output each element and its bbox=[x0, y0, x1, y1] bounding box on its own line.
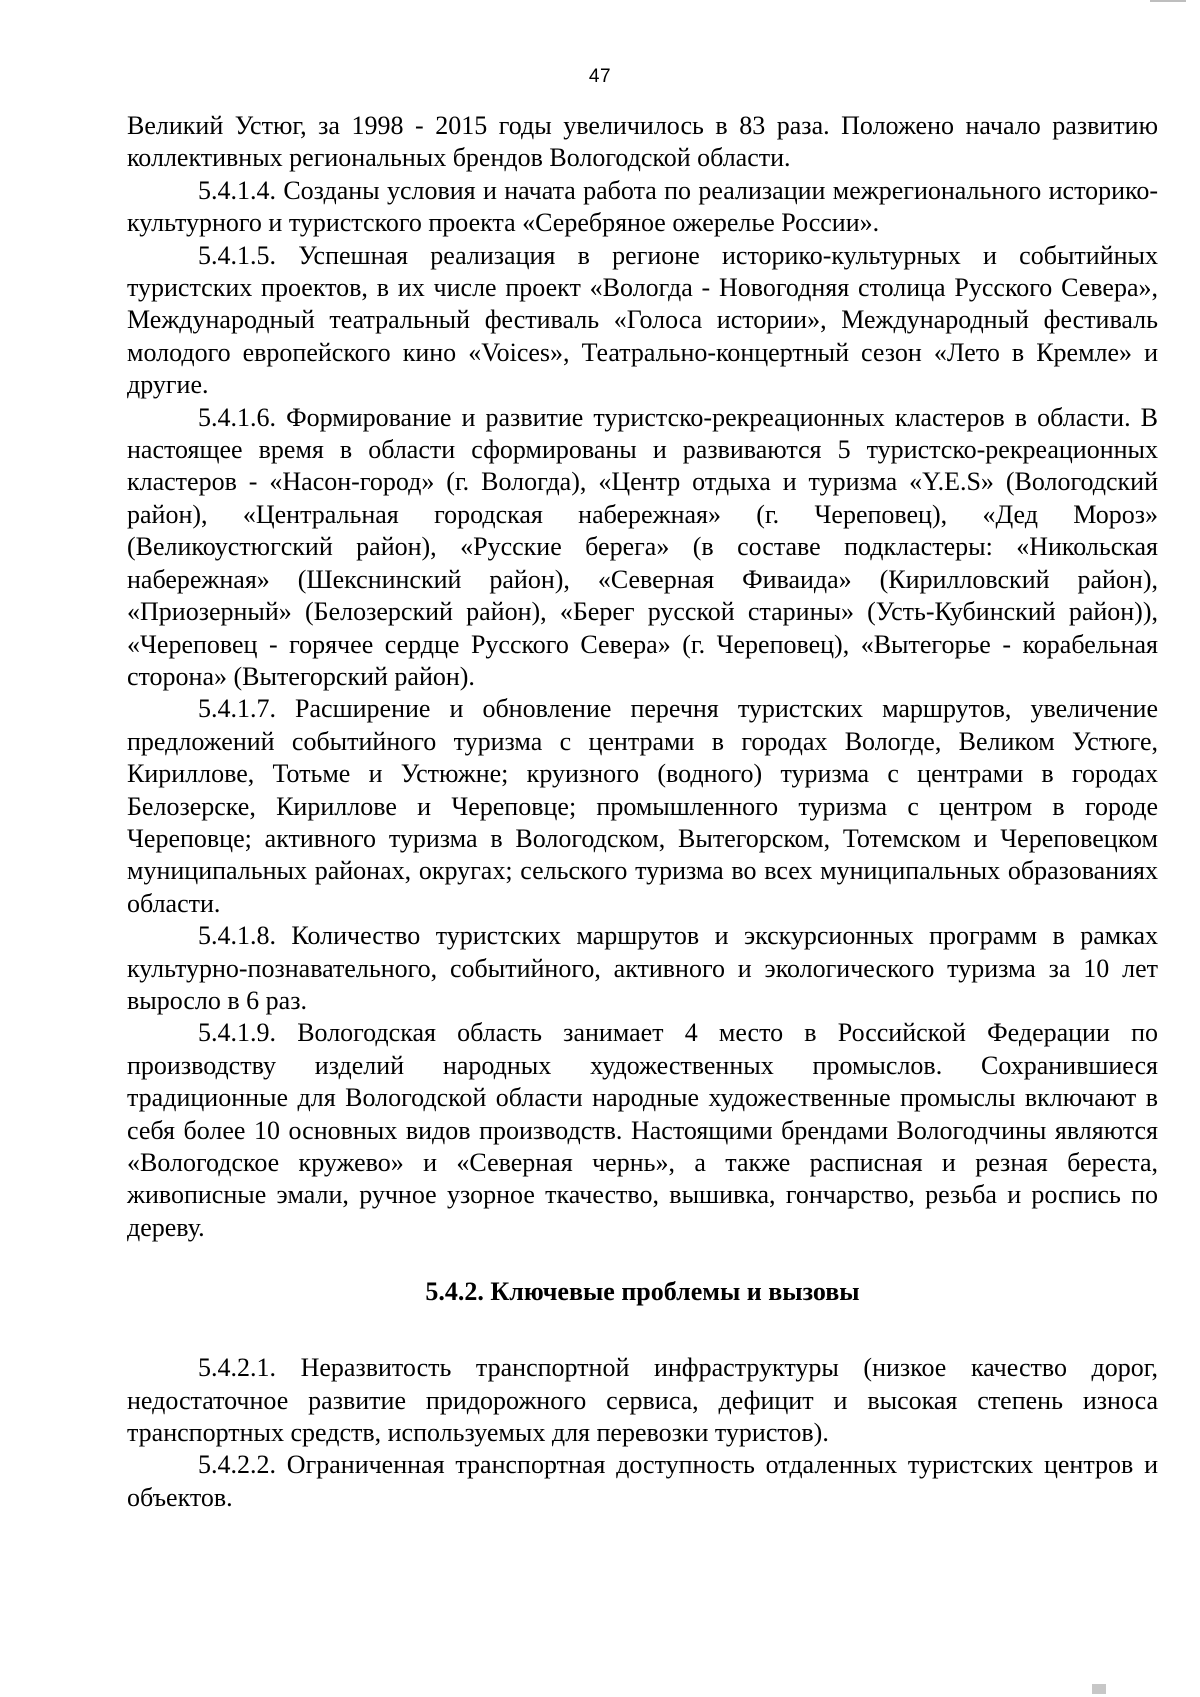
scan-artifact-bottom bbox=[1092, 1684, 1106, 1694]
document-body bbox=[127, 110, 1158, 1514]
section-heading: 5.4.2. Ключевые проблемы и вызовы bbox=[425, 1277, 860, 1307]
paragraph-5-4-1-9: 5.4.1.9. Вологодская область занимает 4 место в Российской Федерации по производству изделий народных художественных промыслов. Сохранившиеся традиционные для Вологодской области народные художественные промыслы включают в себя более 10 основных видов производств. Настоящими брендами Вологодчины являются «Вологодское кружево» и «Северная чернь», а также расписная и резная береста, живописные эмали, ручное узорное ткачество, вышивка, гончарство, резьба и роспись по дереву. bbox=[127, 1018, 1158, 1242]
paragraph-5-4-1-6: 5.4.1.6. Формирование и развитие туристско-рекреационных кластеров в области. В настоящее время в области сформированы и развиваются 5 туристско-рекреационных кластеров - «Насон-город» (г. Вологда), «Центр отдыха и туризма «Y.E.S» (Вологодский район), «Центральная городская набережная» (г. Череповец), «Дед Мороз» (Великоустюгский район), «Русские берега» (в составе подкластеры: «Никольская набережная» (Шекснинский район), «Северная Фиваида» (Кирилловский район), «Приозерный» (Белозерский район), «Берег русской старины» (Усть-Кубинский район)), «Череповец - горячее сердце Русского Севера» (г. Череповец), «Вытегорье - корабельная сторона» (Вытегорский район). bbox=[127, 402, 1158, 691]
paragraph-5-4-1-8: 5.4.1.8. Количество туристских маршрутов и экскурсионных программ в рамках культурно-познавательного, событийного, активного и экологического туризма за 10 лет выросло в 6 раз. bbox=[127, 921, 1158, 1015]
scan-artifact-top bbox=[1150, 0, 1186, 2]
paragraph-5-4-1-4: 5.4.1.4. Созданы условия и начата работа по реализации межрегионального историко-культурного и туристского проекта «Серебряное ожерелье России». bbox=[127, 175, 1158, 238]
paragraph-5-4-2-2: 5.4.2.2. Ограниченная транспортная доступность отдаленных туристских центров и объектов. bbox=[127, 1450, 1158, 1512]
paragraph-5-4-1-7: 5.4.1.7. Расширение и обновление перечня туристских маршрутов, увеличение предложений событийного туризма с центрами в городах Вологде, Великом Устюге, Кириллове, Тотьме и Устюжне; круизного (водного) туризма с центрами в городах Белозерске, Кириллове и Череповце; промышленного туризма с центром в городе Череповце; активного туризма в Вологодском, Вытегорском, Тотемском и Череповецком муниципальных районах, округах; сельского туризма во всех муниципальных образованиях области. bbox=[127, 694, 1158, 918]
paragraph-5-4-1-5: 5.4.1.5. Успешная реализация в регионе историко-культурных и событийных туристских проектов, в их числе проект «Вологда - Новогодняя столица Русского Севера», Международный театральный фестиваль «Голоса истории», Международный фестиваль молодого европейского кино «Voices», Театрально-концертный сезон «Лето в Кремле» и другие. bbox=[127, 240, 1158, 400]
paragraph-5-4-2-1: 5.4.2.1. Неразвитость транспортной инфраструктуры (низкое качество дорог, недостаточное развитие придорожного сервиса, дефицит и высокая степень износа транспортных средств, используемых для перевозки туристов). bbox=[127, 1353, 1158, 1448]
paragraph-continuation: Великий Устюг, за 1998 - 2015 годы увеличилось в 83 раза. Положено начало развитию коллективных региональных брендов Вологодской области. bbox=[127, 111, 1158, 173]
page-number: 47 bbox=[588, 66, 612, 87]
